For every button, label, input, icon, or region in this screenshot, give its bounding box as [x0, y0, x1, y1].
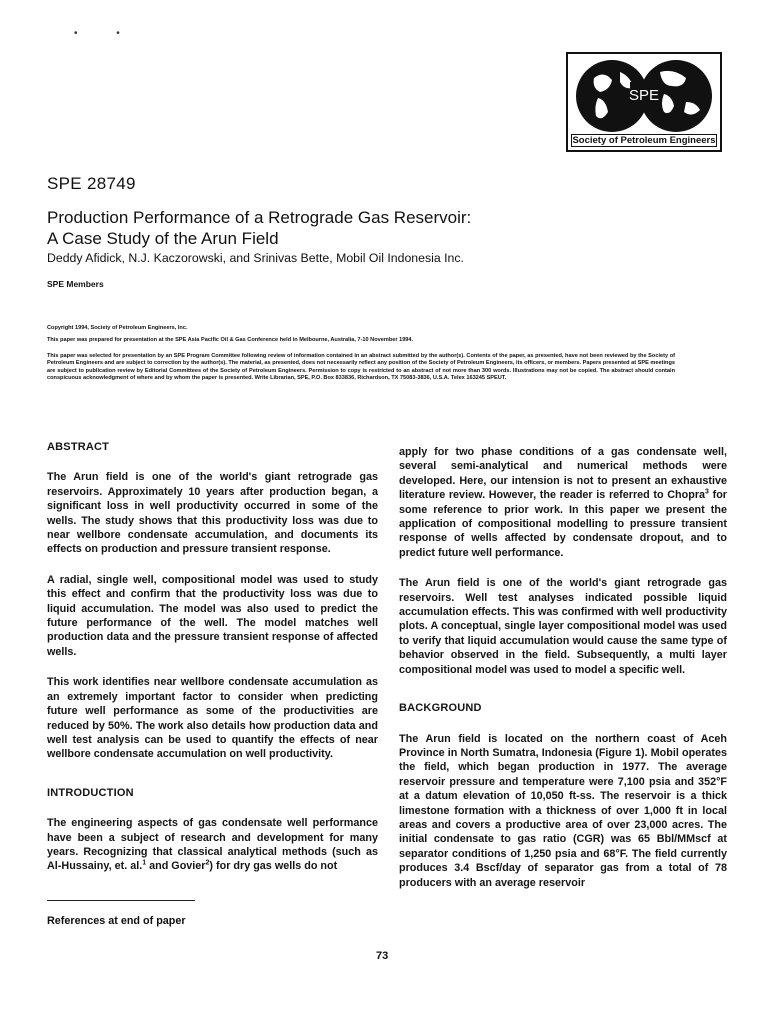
- selection-notice: This paper was selected for presentation by an SPE Program Committee following review of information contained in an abstract submitted by the author(s). Contents of the paper, as presented, have not been reviewed by the Society of Petroleum Engineers and are subject to correction by the author(s). The material, as presented, does not necessarily reflect any position of the Society of Petroleum Engineers, its officers, or members. Papers presented at SPE meetings are subject to publication review by Editorial Committees of the Society of Petroleum Engineers. Permission to copy is restricted to an abstract of not more than 300 words. Illustrations may not be copied. The abstract should contain conspicuous acknowledgment of where and by whom the paper is presented. Write Librarian, SPE, P.O. Box 833836, Richardson, TX 75083-3836, U.S.A. Telex 163245 SPEUT.: [47, 353, 675, 381]
- introduction-paragraph-2: apply for two phase conditions of a gas condensate well, several semi-analytical and numerical methods were developed. Here, our intension is not to present an exhaustive literature review. However, the reader is referred to Chopra$^3$ for some reference to prior work. In this paper we present the application of compositional modelling to pressure transient response of wells affected by condensate dropout, and to predict future well performance.: [399, 446, 727, 559]
- logo-caption: Society of Petroleum Engineers: [572, 135, 716, 146]
- page-number: 73: [376, 950, 389, 962]
- abstract-paragraph-1: The Arun field is one of the world's giant retrograde gas reservoirs. Approximately 10 years after production began, a significant loss in well productivity occurred in some of the wells. The study shows that this productivity loss was due to near wellbore condensate accumulation, and documents its effects on production and pressure transient response.: [47, 471, 378, 556]
- introduction-heading: INTRODUCTION: [47, 786, 134, 799]
- abstract-paragraph-3: This work identifies near wellbore condensate accumulation as an extremely important factor to consider when predicting future well performance as some of the productivities are reduced by 50%. The work also details how production data and well test analysis can be used to quantify the effects of near wellbore condensate accumulation on well productivity.: [47, 676, 378, 761]
- title-line-1: Production Performance of a Retrograde Gas Reservoir:: [47, 208, 472, 227]
- spe-logo: [566, 52, 722, 152]
- introduction-paragraph-3: The Arun field is one of the world's giant retrograde gas reservoirs. Well test analyses indicated possible liquid accumulation effects. This was confirmed with well productivity plots. A conceptual, single layer compositional model was used to verify that liquid accumulation would cause the same type of behavior observed in the field. Subsequently, a multi layer compositional model was used to model a specific well.: [399, 577, 727, 676]
- background-paragraph-1: The Arun field is located on the northern coast of Aceh Province in North Sumatra, Indonesia (Figure 1). Mobil operates the field, which began production in 1977. The average reservoir pressure and temperature were 7,100 psia and 352°F at a datum elevation of 10,050 ft-ss. The reservoir is a thick limestone formation with a thickness of over 1,000 ft in local areas and covers a productive area of over 23,000 acres. The initial condensate to gas ratio (CGR) was 65 Bbl/MMscf at separator conditions of 1,250 psia and 68°F. The field currently produces 3.4 Bscf/day of separator gas from a total of 78 producers with an average reservoir: [399, 732, 727, 889]
- paper-number: SPE 28749: [47, 174, 136, 193]
- left-column: [47, 440, 378, 890]
- introduction-paragraph-1: The engineering aspects of gas condensate well performance have been a subject of research and development for many years. Recognizing that classical analytical methods (such as Al-Hussainy, et. al.$^1$ and Govier$^2$) for dry gas wells do not: [47, 817, 378, 873]
- logo-acronym: SPE: [628, 87, 660, 104]
- authors: Deddy Afidick, N.J. Kaczorowski, and Srinivas Bette, Mobil Oil Indonesia Inc.: [47, 251, 464, 265]
- footnote-divider: [47, 900, 195, 901]
- abstract-heading: ABSTRACT: [47, 441, 110, 453]
- copyright-line: Copyright 1994, Society of Petroleum Engineers, Inc.: [47, 325, 188, 331]
- title-line-2: A Case Study of the Arun Field: [47, 229, 279, 248]
- globe-logo-icon: [574, 58, 714, 134]
- right-column: [399, 445, 727, 906]
- abstract-paragraph-2: A radial, single well, compositional model was used to study this effect and confirm that the productivity loss was due to liquid accumulation. The model was also used to predict the future performance of the well. The model matches well production data and the pressure transient response of affected wells.: [47, 573, 378, 658]
- scan-specks: • •: [74, 28, 138, 39]
- background-heading: BACKGROUND: [399, 702, 482, 715]
- members-note: SPE Members: [47, 279, 104, 289]
- paper-title: [47, 207, 567, 249]
- prepared-line: This paper was prepared for presentation at the SPE Asia Pacific Oil & Gas Conference held in Melbourne, Australia, 7-10 November 1994.: [47, 337, 414, 343]
- references-footnote: References at end of paper: [47, 915, 186, 927]
